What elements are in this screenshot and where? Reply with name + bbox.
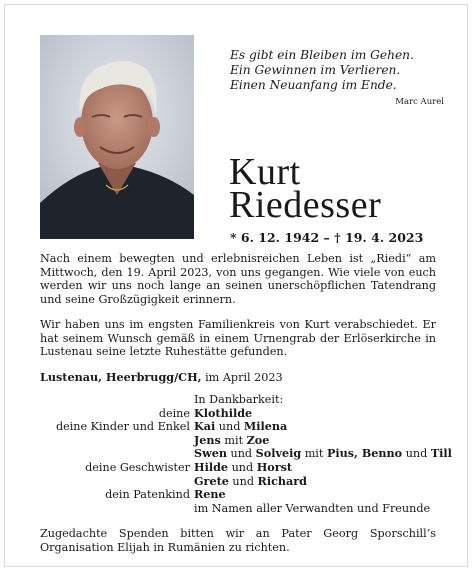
relationship-label: dein Patenkind <box>105 488 190 502</box>
announcement-paragraph: Nach einem bewegten und erlebnisreichen Leben ist „Riedi“ am Mittwoch, den 19. April 2023, von uns gegangen. Wie viele von euch werden wir uns noch lange an seinen unerschöpflichen Tatendrang und seine Großzügigkeit erinnern. <box>40 252 436 306</box>
mourner-row <box>40 475 460 489</box>
quote-line: Es gibt ein Bleiben im Gehen. <box>230 48 414 62</box>
donation-paragraph: Zugedachte Spenden bitten wir an Pater Georg Sporschill’s Organisation Elijah in Rumänien zu richten. <box>40 527 436 554</box>
first-name: Kurt <box>229 151 301 193</box>
relationship-label: deine Geschwister <box>85 460 190 474</box>
quote-author: Marc Aurel <box>395 97 444 107</box>
relationship-label: deine Kinder und Enkel <box>55 420 190 434</box>
name-connector: im Namen aller Verwandten und Freunde <box>194 501 431 515</box>
mourner-name: Hilde <box>194 459 229 474</box>
deceased-name <box>229 151 382 226</box>
relationship-label <box>40 475 194 489</box>
mourner-name: Till <box>430 446 452 461</box>
mourner-row <box>40 461 460 475</box>
mourners-rows <box>40 407 460 516</box>
last-name: Riedesser <box>229 184 382 226</box>
farewell-paragraph: Wir haben uns im engsten Familienkreis von Kurt verabschiedet. Er hat seinem Wunsch gemäß in einem Urnengrab der Erlöserkirche in Lustenau seine letzte Ruhestätte gefunden. <box>40 318 436 359</box>
mourner-name: Richard <box>257 473 308 488</box>
mourners-list <box>40 393 460 515</box>
relationship-label <box>40 447 194 461</box>
epigraph-quote <box>230 48 450 110</box>
mourner-name: Klothilde <box>194 405 253 420</box>
portrait-photo <box>40 35 194 239</box>
mourner-name: Kai <box>194 419 216 434</box>
place-date: im April 2023 <box>205 371 283 384</box>
thanks-heading-row <box>40 393 460 407</box>
mourner-names <box>194 447 460 461</box>
name-connector: und <box>226 447 256 461</box>
name-connector: und <box>228 474 258 488</box>
quote-line: Ein Gewinnen im Verlieren. <box>230 63 401 77</box>
mourner-row <box>40 420 460 434</box>
mourner-names <box>194 475 460 489</box>
relationship-label <box>40 502 194 516</box>
mourner-names <box>194 502 460 516</box>
mourner-row <box>40 502 460 516</box>
quote-line: Einen Neuanfang im Ende. <box>230 78 397 92</box>
name-connector: mit <box>220 433 247 447</box>
mourner-name: Pius, Benno <box>326 446 403 461</box>
mourner-name: Zoe <box>246 432 270 447</box>
mourner-names <box>194 434 460 448</box>
mourner-row <box>40 434 460 448</box>
life-dates: * 6. 12. 1942 – † 19. 4. 2023 <box>230 230 424 245</box>
thanks-heading: In Dankbarkeit: <box>194 393 284 406</box>
mourner-names <box>194 488 460 502</box>
mourner-name: Solveig <box>255 446 302 461</box>
relationship-label: deine <box>158 406 190 420</box>
mourner-names <box>194 407 460 421</box>
mourner-name: Rene <box>194 487 226 502</box>
mourner-name: Milena <box>243 419 288 434</box>
mourner-row <box>40 407 460 421</box>
name-connector: und <box>228 460 257 474</box>
name-connector: mit <box>301 447 327 461</box>
mourner-row <box>40 447 460 461</box>
mourner-name: Grete <box>194 473 229 488</box>
mourner-names <box>194 420 460 434</box>
mourner-names <box>194 461 460 475</box>
name-connector: und <box>402 447 431 461</box>
mourner-name: Horst <box>256 459 293 474</box>
mourner-name: Swen <box>194 446 227 461</box>
mourner-row <box>40 488 460 502</box>
mourner-name: Jens <box>194 432 221 447</box>
place-location: Lustenau, Heerbrugg/CH, <box>40 370 202 384</box>
relationship-label <box>40 434 194 448</box>
name-connector: und <box>215 420 244 434</box>
place-and-date <box>40 370 283 384</box>
